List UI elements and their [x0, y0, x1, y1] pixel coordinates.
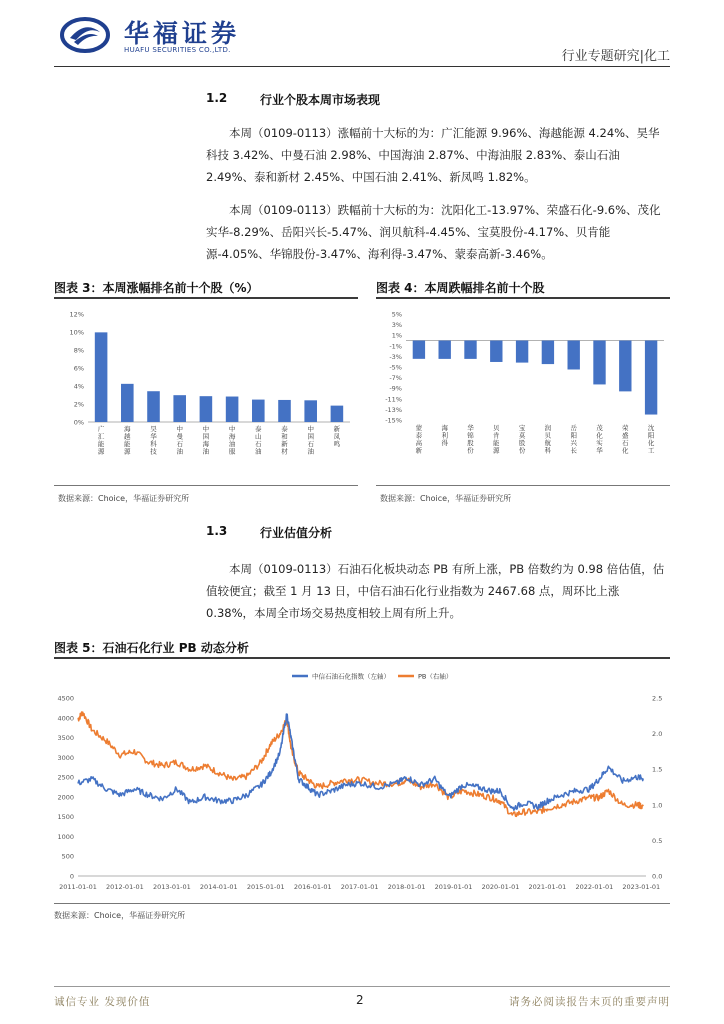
legend-label: PB（右轴）: [418, 672, 453, 681]
left-y-tick-label: 1500: [57, 813, 74, 822]
bar: [439, 341, 451, 359]
losers-bar-chart: [376, 302, 670, 482]
x-category-label: 华锦股份: [467, 424, 474, 455]
bar: [226, 397, 239, 422]
right-y-tick-label: 0.5: [652, 836, 663, 845]
x-tick-label: 2015-01-01: [246, 883, 285, 891]
x-category-label: 海越能源: [124, 425, 131, 456]
bar: [593, 341, 605, 385]
y-tick-label: -7%: [389, 374, 402, 383]
right-y-tick-label: 0.0: [652, 872, 663, 881]
y-tick-label: 1%: [391, 331, 402, 340]
y-tick-label: 0%: [73, 418, 84, 427]
section-title: 行业估值分析: [260, 526, 333, 540]
x-tick-label: 2013-01-01: [152, 883, 191, 891]
figure-3-title: 图表 3：本周涨幅排名前十个股（%）: [54, 281, 259, 295]
left-y-tick-label: 0: [69, 872, 74, 881]
right-y-tick-label: 2.5: [652, 694, 663, 703]
x-category-label: 贝肯能源: [493, 424, 500, 455]
right-y-tick-label: 2.0: [652, 730, 663, 739]
bar: [121, 384, 134, 422]
y-tick-label: 2%: [73, 400, 84, 409]
bar: [95, 332, 108, 422]
x-category-label: 茂化实华: [596, 424, 603, 455]
company-name-en: HUAFU SECURITIES CO.,LTD.: [124, 46, 231, 54]
bar: [278, 400, 291, 422]
x-tick-label: 2018-01-01: [387, 883, 426, 891]
x-tick-label: 2011-01-01: [59, 883, 97, 891]
page-number: 2: [356, 993, 364, 1007]
y-tick-label: -13%: [385, 405, 402, 414]
figure-3-bottom-rule: [54, 485, 358, 486]
section-number: 1.3: [206, 524, 228, 538]
figure-5-top-rule: [54, 657, 670, 659]
bar: [490, 341, 502, 362]
x-tick-label: 2022-01-01: [575, 883, 614, 891]
x-category-label: 岳阳兴长: [570, 424, 577, 455]
paragraph-losers: 本周（0109-0113）跌幅前十大标的为：沈阳化工-13.97%、荣盛石化-9.6%、茂化实华-8.29%、岳阳兴长-5.47%、润贝航科-4.45%、宝莫股份-4.17%、贝肯能源-4.05%、华锦股份-3.47%、海利得-3.47%、蒙泰高新-3.46%。: [206, 203, 661, 261]
x-category-label: 海利得: [441, 424, 448, 447]
y-tick-label: 4%: [73, 382, 84, 391]
x-category-label: 荣盛石化: [622, 424, 629, 455]
section-title: 行业个股本周市场表现: [260, 93, 381, 107]
series-line: [78, 714, 643, 810]
y-tick-label: -5%: [389, 363, 402, 372]
figure-5-source: 数据来源：Choice，华福证券研究所: [54, 911, 186, 920]
right-y-tick-label: 1.5: [652, 765, 663, 774]
y-tick-label: 10%: [69, 328, 84, 337]
footer-divider: [54, 986, 670, 987]
x-category-label: 昊华科技: [150, 425, 157, 456]
x-category-label: 宝莫股份: [518, 424, 526, 455]
paragraph-valuation: 本周（0109-0113）石油石化板块动态 PB 有所上涨，PB 倍数约为 0.98 倍估值，估值较便宜；截至 1 月 13 日，中信石油石化行业指数为 2467.68 点，周环比上涨 0.38%，本周全市场交易热度相较上周有所上升。: [206, 562, 665, 620]
y-tick-label: 5%: [391, 310, 402, 319]
y-tick-label: -15%: [385, 416, 402, 425]
left-y-tick-label: 2000: [57, 793, 74, 802]
x-category-label: 中海油服: [228, 425, 236, 456]
y-tick-label: -11%: [385, 395, 402, 404]
figure-3-source: 数据来源：Choice，华福证券研究所: [58, 494, 190, 503]
right-y-tick-label: 1.0: [652, 801, 663, 810]
left-y-tick-label: 4500: [57, 694, 74, 703]
bar: [568, 341, 580, 370]
bar: [464, 341, 476, 359]
bar: [516, 341, 528, 363]
y-tick-label: 8%: [73, 346, 84, 355]
left-y-tick-label: 2500: [57, 773, 74, 782]
figure-3-top-rule: [54, 297, 358, 299]
pb-line-chart: [54, 662, 670, 900]
x-category-label: 新凤鸣: [333, 425, 341, 448]
x-tick-label: 2014-01-01: [199, 883, 238, 891]
doc-type: 行业专题研究|化工: [561, 49, 670, 64]
y-tick-label: 3%: [391, 321, 402, 330]
x-category-label: 蒙泰高新: [415, 424, 423, 455]
x-category-label: 广汇能源: [97, 425, 105, 456]
x-tick-label: 2023-01-01: [622, 883, 661, 891]
figure-4-top-rule: [376, 297, 670, 299]
header-divider: [54, 66, 670, 67]
figure-4-bottom-rule: [376, 485, 670, 486]
bar: [252, 400, 265, 422]
x-tick-label: 2019-01-01: [434, 883, 473, 891]
bar: [173, 395, 186, 422]
left-y-tick-label: 3000: [57, 753, 74, 762]
x-category-label: 泰山石油: [255, 425, 262, 456]
left-y-tick-label: 1000: [57, 832, 74, 841]
figure-5-title: 图表 5：石油石化行业 PB 动态分析: [54, 641, 249, 655]
company-name-cn: 华福证券: [124, 19, 241, 48]
gainers-bar-chart: [54, 302, 358, 482]
figure-4-source: 数据来源：Choice，华福证券研究所: [380, 494, 512, 503]
footer-disclaimer: 请务必阅读报告末页的重要声明: [509, 996, 670, 1008]
y-tick-label: 6%: [73, 364, 84, 373]
x-tick-label: 2012-01-01: [106, 883, 144, 891]
bar: [304, 400, 317, 422]
x-category-label: 中曼石油: [176, 425, 183, 456]
figure-4-title: 图表 4：本周跌幅排名前十个股: [376, 281, 545, 295]
x-category-label: 润贝航科: [544, 424, 552, 455]
y-tick-label: 12%: [69, 310, 84, 319]
section-number: 1.2: [206, 91, 228, 105]
bar: [542, 341, 554, 365]
bar: [147, 391, 160, 422]
company-logo-icon: [60, 16, 110, 54]
y-tick-label: -3%: [389, 352, 402, 361]
bar: [413, 341, 425, 359]
figure-5-bottom-rule: [54, 903, 670, 904]
x-tick-label: 2016-01-01: [293, 883, 332, 891]
y-tick-label: -1%: [389, 342, 402, 351]
y-tick-label: -9%: [389, 384, 402, 393]
x-category-label: 中国石油: [307, 425, 314, 456]
left-y-tick-label: 500: [61, 852, 74, 861]
x-tick-label: 2021-01-01: [528, 883, 567, 891]
left-y-tick-label: 3500: [57, 734, 74, 743]
paragraph-gainers: 本周（0109-0113）涨幅前十大标的为：广汇能源 9.96%、海越能源 4.24%、昊华科技 3.42%、中曼石油 2.98%、中国海油 2.87%、中海油服 2.83%、泰山石油 2.49%、泰和新材 2.45%、中国石油 2.41%、新凤鸣 1.82%。: [206, 126, 660, 184]
x-category-label: 沈阳化工: [647, 424, 655, 455]
bar: [331, 406, 344, 422]
bar: [619, 341, 631, 392]
left-y-tick-label: 4000: [57, 714, 74, 723]
x-tick-label: 2020-01-01: [481, 883, 520, 891]
footer-slogan: 诚信专业 发现价值: [54, 996, 151, 1008]
legend-label: 中信石油石化指数（左轴）: [312, 672, 390, 681]
bar: [200, 396, 213, 422]
x-category-label: 中国海油: [202, 425, 210, 456]
x-category-label: 泰和新材: [281, 425, 288, 456]
bar: [645, 341, 657, 415]
x-tick-label: 2017-01-01: [340, 883, 379, 891]
